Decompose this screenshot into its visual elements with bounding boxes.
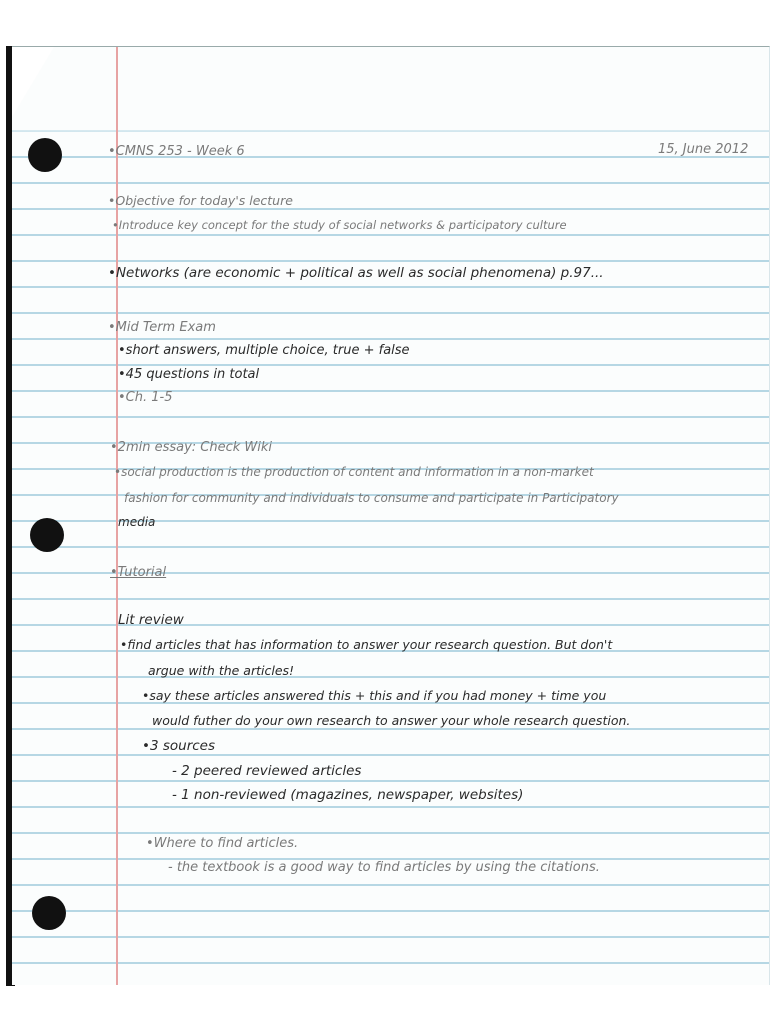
objective-title: •Objective for today's lecture xyxy=(108,193,293,208)
essay-title: •2min essay: Check Wiki xyxy=(110,440,273,455)
where-to-find-heading: •Where to find articles. xyxy=(146,836,299,851)
tutorial-title: •Tutorial xyxy=(110,565,167,580)
non-reviewed-sources: - 1 non-reviewed (magazines, newspaper, websites) xyxy=(172,787,524,803)
say-these-line-1: •say these articles answered this + this and if you had money + time you xyxy=(142,688,607,703)
binder-hole-top xyxy=(28,138,62,172)
essay-line-1: •social production is the production of content and information in a non-market xyxy=(114,465,594,479)
course-heading: •CMNS 253 - Week 6 xyxy=(108,144,245,159)
find-articles-line-1: •find articles that has information to answer your research question. But don't xyxy=(120,637,613,652)
lit-review-heading: Lit review xyxy=(118,612,184,628)
where-to-find-detail: - the textbook is a good way to find articles by using the citations. xyxy=(168,860,600,875)
find-articles-line-2: argue with the articles! xyxy=(148,663,295,678)
note-date: 15, June 2012 xyxy=(658,142,749,157)
binder-hole-bottom xyxy=(32,896,66,930)
networks-note: •Networks (are economic + political as well as social phenomena) p.97... xyxy=(108,265,604,281)
midterm-title: •Mid Term Exam xyxy=(108,320,216,335)
folded-corner xyxy=(12,47,54,117)
midterm-chapters: •Ch. 1-5 xyxy=(118,390,173,405)
binder-hole-middle xyxy=(30,518,64,552)
midterm-count: •45 questions in total xyxy=(118,367,260,382)
essay-line-2: fashion for community and individuals to consume and participate in Participatory xyxy=(124,491,619,505)
essay-line-3: media xyxy=(118,515,156,529)
sources-heading: •3 sources xyxy=(142,738,216,754)
objective-detail: •Introduce key concept for the study of social networks & participatory culture xyxy=(112,218,567,232)
say-these-line-2: would futher do your own research to answer your whole research question. xyxy=(152,713,631,728)
peer-reviewed-sources: - 2 peered reviewed articles xyxy=(172,763,362,779)
midterm-format: •short answers, multiple choice, true + false xyxy=(118,343,410,358)
